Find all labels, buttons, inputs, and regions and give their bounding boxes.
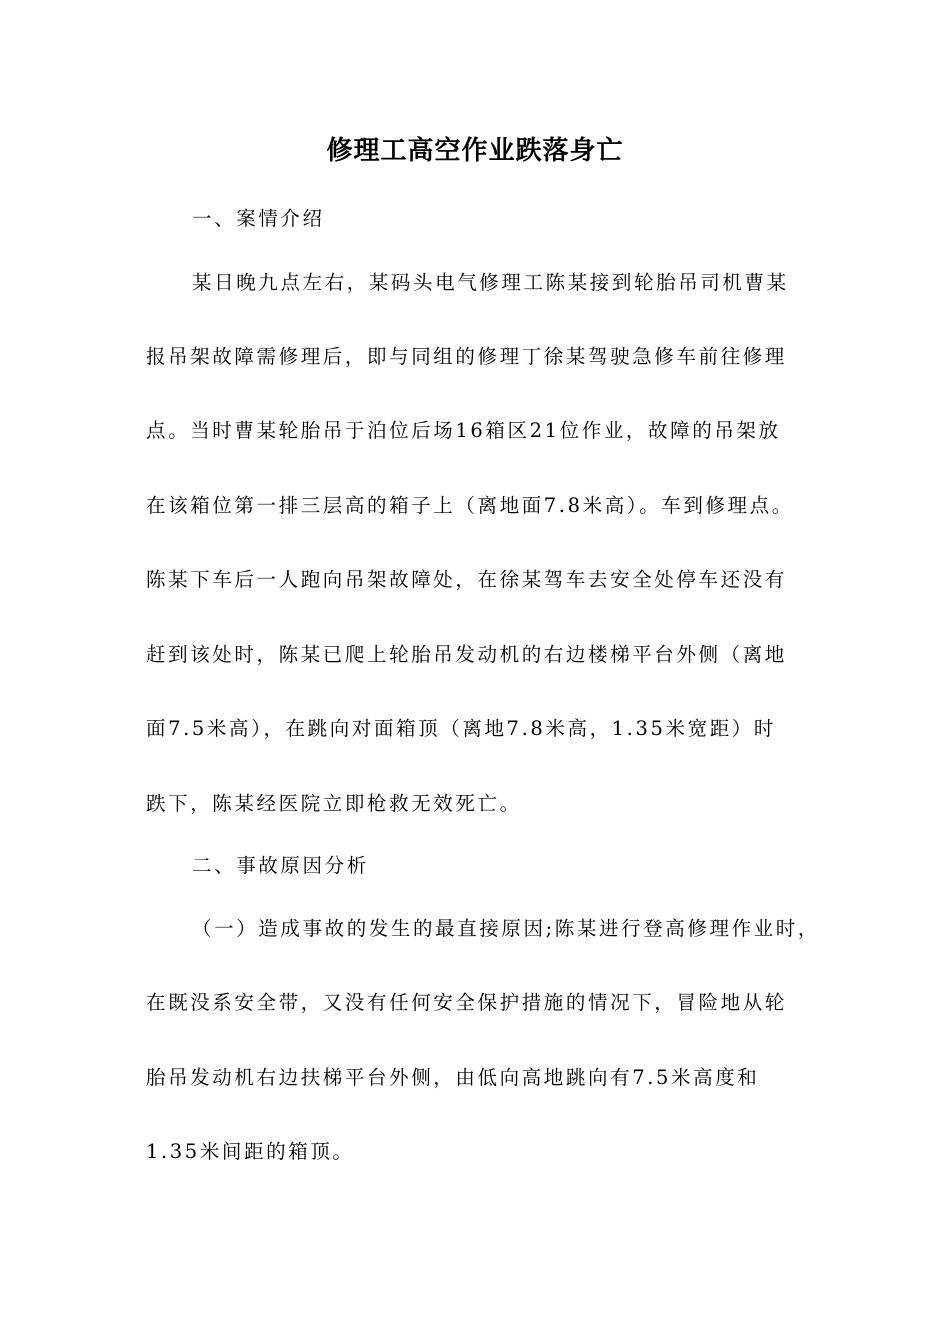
paragraph-line: （一）造成事故的发生的最直接原因;陈某进行登高修理作业时，: [192, 917, 820, 940]
paragraph-line: 在该箱位第一排三层高的箱子上（离地面7.8米高）。车到修理点。: [146, 494, 794, 517]
paragraph-line: 在既没系安全带，又没有任何安全保护措施的情况下，冒险地从轮: [146, 991, 787, 1014]
paragraph-line: 赶到该处时，陈某已爬上轮胎吊发动机的右边楼梯平台外侧（离地: [146, 643, 787, 666]
paragraph-line: 点。当时曹某轮胎吊于泊位后场16箱区21位作业，故障的吊架放: [146, 419, 781, 442]
paragraph-line: 面7.5米高），在跳向对面箱顶（离地7.8米高，1.35米宽距）时: [146, 717, 776, 740]
section-heading-case: 一、案情介绍: [192, 207, 325, 230]
paragraph-line: 跌下，陈某经医院立即枪救无效死亡。: [146, 792, 522, 815]
document-title: 修理工高空作业跌落身亡: [326, 136, 624, 166]
paragraph-line: 1.35米间距的箱顶。: [146, 1140, 355, 1163]
paragraph-line: 报吊架故障需修理后，即与同组的修理丁徐某驾驶急修车前往修理: [146, 345, 787, 368]
section-heading-cause: 二、事故原因分析: [192, 854, 369, 877]
paragraph-line: 陈某下车后一人跑向吊架故障处，在徐某驾车去安全处停车还没有: [146, 568, 787, 591]
paragraph-line: 胎吊发动机右边扶梯平台外侧，由低向高地跳向有7.5米高度和: [146, 1066, 760, 1089]
paragraph-line: 某日晚九点左右，某码头电气修理工陈某接到轮胎吊司机曹某: [192, 271, 789, 294]
